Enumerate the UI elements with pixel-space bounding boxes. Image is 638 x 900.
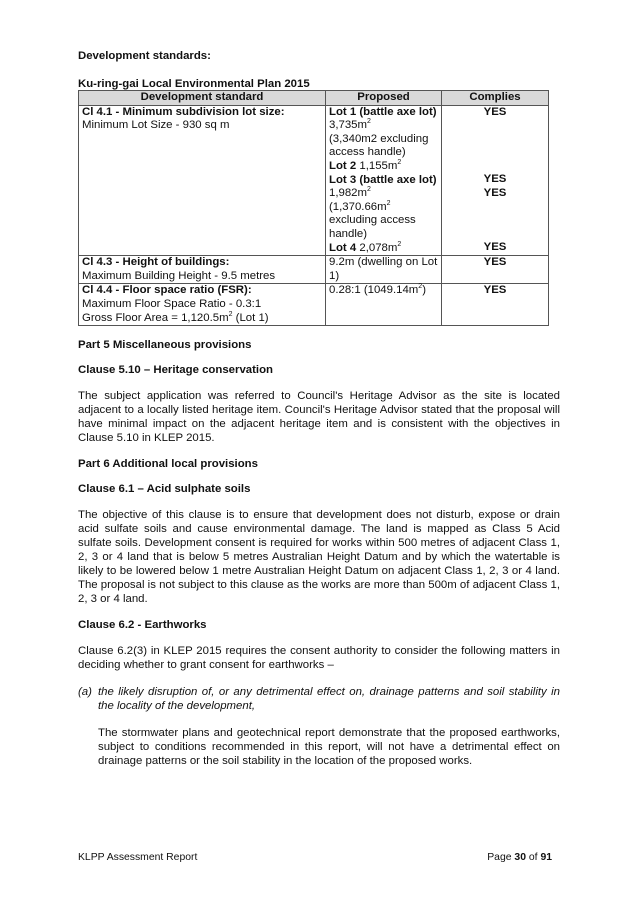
list-item-a-text: the likely disruption of, or any detrimental effect on, drainage patterns and soil stability in the locality of the development, xyxy=(98,686,560,713)
standard-cell xyxy=(79,105,326,256)
page-current: 30 xyxy=(514,852,526,863)
standard-cell xyxy=(79,284,326,326)
complies-lot4: YES xyxy=(483,241,507,254)
gfa-text: Gross Floor Area = 1,120.5m xyxy=(82,311,229,324)
sup: 2 xyxy=(367,118,371,126)
col-header-standard: Development standard xyxy=(79,91,326,106)
lot1-label: Lot 1 (battle axe lot) xyxy=(329,105,437,118)
lot2-label: Lot 2 xyxy=(329,159,357,172)
sup: 2 xyxy=(418,283,423,291)
col-header-proposed: Proposed xyxy=(326,91,442,106)
clause62-paragraph: Clause 6.2(3) in KLEP 2015 requires the consent authority to consider the following matters in deciding whether to grant consent for earthworks – xyxy=(78,645,560,672)
clause61-paragraph: The objective of this clause is to ensure that development does not disturb, expose or drain acid sulfate soils and cause environmental damage. The land is mapped as Class 5 Acid sulfate soils. Development consent is required for works within 500 metres of adjacent Class 1, 2, 3 or 4 land that is below 5 metres Australian Height Datum and by which the watertable is likely to be lowered below 1 metre Australian Height Datum on adjacent Class 1, 2, 3 or 4 land. The proposal is not subject to this clause as the works are more than 500m of adjacent Class 1, 2, 3 or 4 land. xyxy=(78,509,560,606)
page-number xyxy=(487,852,552,863)
lot2-entry xyxy=(329,160,438,174)
complies-lot2: YES xyxy=(483,173,507,186)
document-page xyxy=(78,50,560,768)
table-row xyxy=(79,284,549,326)
table-row xyxy=(79,256,549,284)
standard-text: Maximum Building Height - 9.5 metres xyxy=(82,269,276,282)
page-prefix: Page xyxy=(487,852,512,863)
lot1-entry xyxy=(329,106,438,133)
lot2-value: 1,155m xyxy=(359,159,398,172)
lot3-label: Lot 3 (battle axe lot) xyxy=(329,173,437,186)
col-header-complies: Complies xyxy=(442,91,549,106)
clause62-heading: Clause 6.2 - Earthworks xyxy=(78,619,207,632)
proposed-cell: 9.2m (dwelling on Lot 1) xyxy=(326,256,442,284)
list-item-a xyxy=(78,685,560,713)
clause510-heading: Clause 5.10 – Heritage conservation xyxy=(78,364,273,377)
list-item-a-label: (a) xyxy=(78,686,92,699)
lot1-note: (3,340m2 excluding access handle) xyxy=(329,132,429,159)
standard-title: Cl 4.4 - Floor space ratio (FSR): xyxy=(82,284,252,297)
sup: 2 xyxy=(397,240,402,248)
page-footer xyxy=(78,852,552,863)
footer-report-name: KLPP Assessment Report xyxy=(78,852,198,863)
fsr-close: ) xyxy=(422,284,426,297)
standard-title: Cl 4.3 - Height of buildings: xyxy=(82,256,230,269)
lot1-value: 3,735m xyxy=(329,119,367,132)
standard-text: Minimum Lot Size - 930 sq m xyxy=(82,119,230,132)
standard-text: Maximum Floor Space Ratio - 0.3:1 xyxy=(82,297,262,310)
part5-heading: Part 5 Miscellaneous provisions xyxy=(78,339,252,352)
item-a-response-paragraph: The stormwater plans and geotechnical report demonstrate that the proposed earthworks, subject to conditions recommended in this report, will not have a detrimental effect on drainage patterns or the soil stability in the location of the proposed works. xyxy=(98,727,560,768)
lot3-note xyxy=(329,201,438,242)
complies-lot3: YES xyxy=(483,186,507,199)
standard-title: Cl 4.1 - Minimum subdivision lot size: xyxy=(82,105,285,118)
sup: 2 xyxy=(367,186,371,194)
sup: 2 xyxy=(228,310,233,318)
complies-cell xyxy=(442,105,549,256)
lot3-note-b: excluding access handle) xyxy=(329,214,416,240)
page-total: 91 xyxy=(540,852,552,863)
proposed-cell xyxy=(326,284,442,326)
gfa-lot: (Lot 1) xyxy=(232,311,269,324)
lot3-value: 1,982m xyxy=(329,187,367,200)
table-header-row xyxy=(79,91,549,106)
lot4-entry xyxy=(329,242,438,256)
standard-text-gfa xyxy=(82,312,322,326)
table-row xyxy=(79,105,549,256)
proposed-cell xyxy=(326,105,442,256)
standards-table xyxy=(78,90,549,326)
complies-cell: YES xyxy=(442,256,549,284)
lot4-label: Lot 4 xyxy=(329,241,357,254)
complies-lot1: YES xyxy=(483,105,507,118)
lot3-entry xyxy=(329,174,438,201)
lot4-value: 2,078m xyxy=(359,241,398,254)
table-title: Ku-ring-gai Local Environmental Plan 2015 xyxy=(78,78,310,90)
sup: 2 xyxy=(397,159,402,167)
standard-cell xyxy=(79,256,326,284)
dev-standards-heading: Development standards: xyxy=(78,50,211,62)
clause510-paragraph: The subject application was referred to Council's Heritage Advisor as the site is located adjacent to a locally listed heritage item. Council's Heritage Advisor stated that the proposal will have minimal impact on the adjacent heritage item and is consistent with the objectives in Clause 5.10 in KLEP 2015. xyxy=(78,390,560,445)
lot3-note-a: (1,370.66m xyxy=(329,200,387,213)
sup: 2 xyxy=(386,199,391,207)
clause61-heading: Clause 6.1 – Acid sulphate soils xyxy=(78,483,251,496)
fsr-value: 0.28:1 (1049.14m xyxy=(329,284,419,297)
page-of: of xyxy=(528,852,538,863)
complies-cell: YES xyxy=(442,284,549,326)
part6-heading: Part 6 Additional local provisions xyxy=(78,458,258,471)
